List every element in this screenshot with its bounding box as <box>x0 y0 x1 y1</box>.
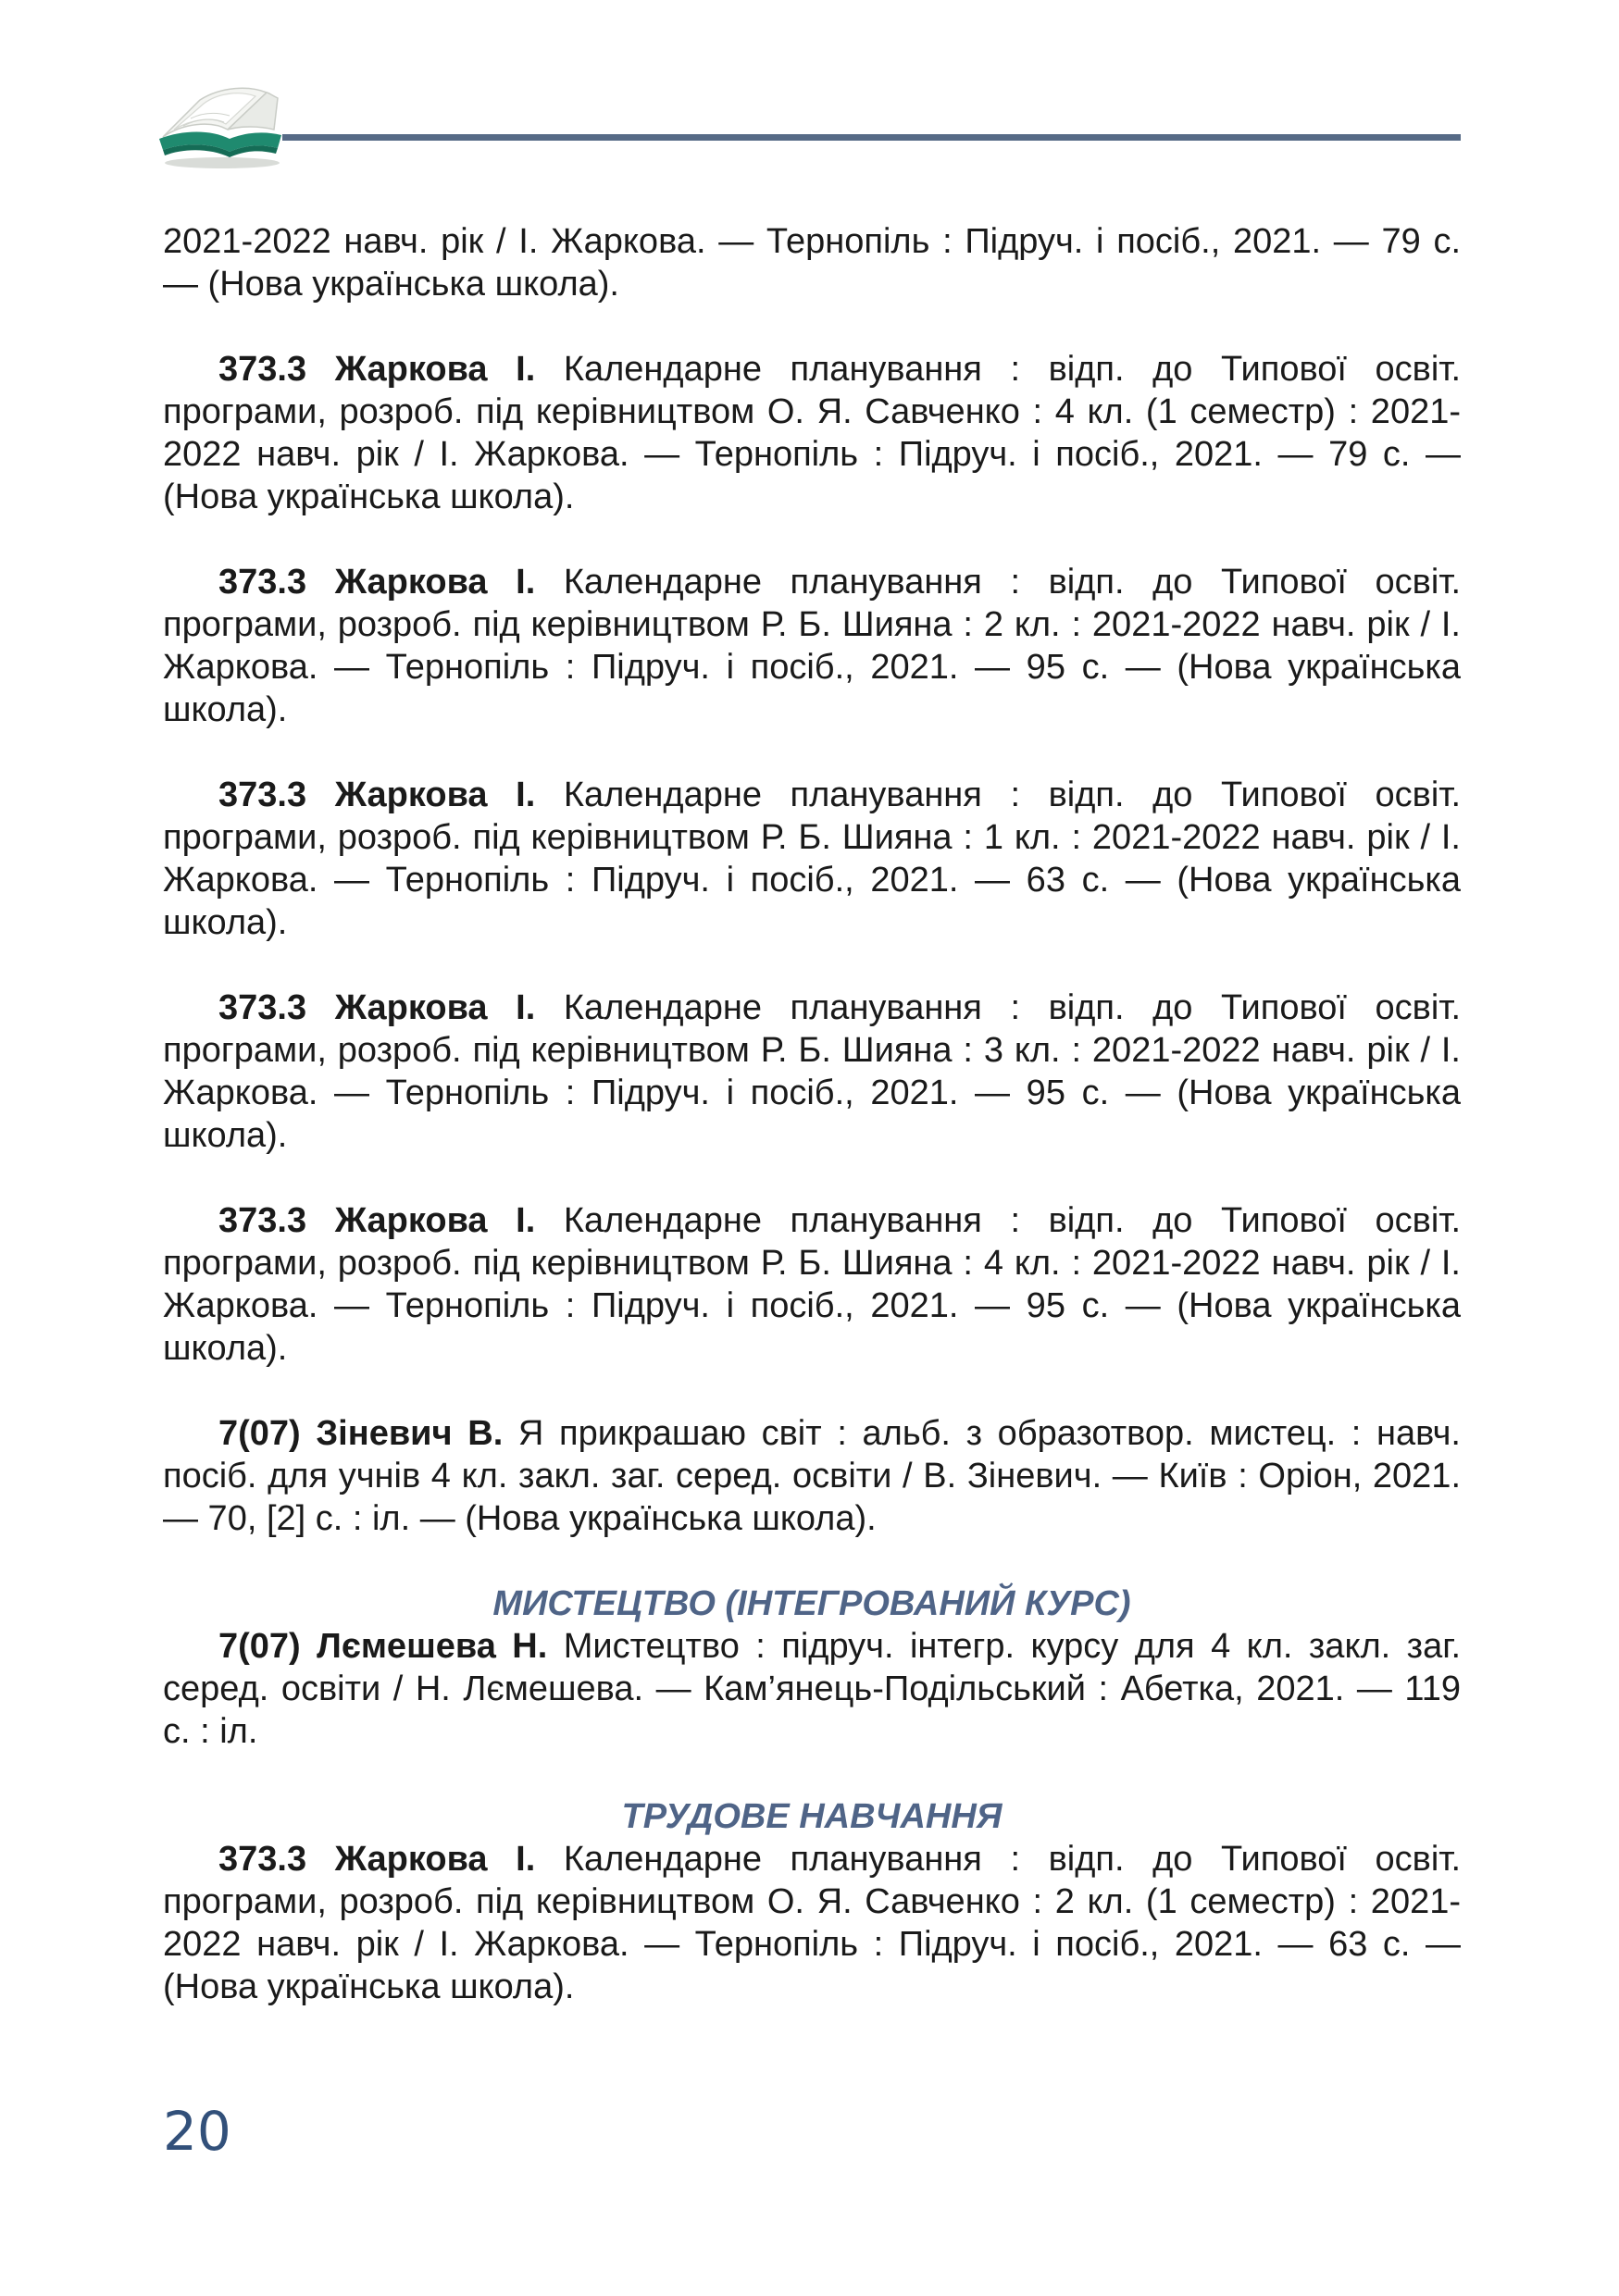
open-book-icon <box>156 72 285 174</box>
entry-text: Календарне планування : відп. до Типової освіт. програми, розроб. під керівництвом О. Я. Савченко : 2 кл. (1 семестр) : 2021-2022 навч. рік / І. Жаркова. — Тернопіль : Підруч. і посіб., 2021. — 63 с. — (Нова українська школа). <box>163 1840 1462 2006</box>
entry-text: Календарне планування : відп. до Типової освіт. програми, розроб. під керівництвом Р. Б. Шияна : 3 кл. : 2021-2022 навч. рік / І. Жаркова. — Тернопіль : Підруч. і посіб., 2021. — 95 с. — (Нова українська школа). <box>163 988 1462 1155</box>
entry-author: Жаркова І. <box>334 1201 536 1240</box>
entry-text: Я прикрашаю світ : альб. з образотвор. мистец. : навч. посіб. для учнів 4 кл. закл. заг. серед. освіти / В. Зіневич. — Київ : Оріон, 2021. — 70, [2] с. : іл. — (Нова українська школа). <box>163 1414 1461 1538</box>
entry-text: Календарне планування : відп. до Типової освіт. програми, розроб. під керівництвом Р. Б. Шияна : 4 кл. : 2021-2022 навч. рік / І. Жаркова. — Тернопіль : Підруч. і посіб., 2021. — 95 с. — (Нова українська школа). <box>163 1201 1462 1368</box>
entry-code: 7(07) <box>218 1627 301 1666</box>
entry-continuation <box>163 220 1461 305</box>
bibliography-entry <box>163 1838 1461 2008</box>
entry-author: Жаркова І. <box>334 563 536 602</box>
entry-code: 373.3 <box>218 988 307 1027</box>
bibliography-entry <box>163 774 1461 944</box>
entry-code: 7(07) <box>218 1414 301 1453</box>
entry-text: 2021-2022 навч. рік / І. Жаркова. — Тернопіль : Підруч. і посіб., 2021. — 79 с. — (Нова українська школа). <box>163 222 1461 304</box>
entry-author: Жаркова І. <box>334 988 536 1027</box>
bibliography-entry <box>163 1199 1461 1370</box>
bibliography-entry <box>163 348 1461 518</box>
entry-text: Мистецтво : підруч. інтегр. курсу для 4 кл. закл. заг. серед. освіти / Н. Лємешева. — Кам’янець-Подільський : Абетка, 2021. — 119 с. : іл. <box>163 1627 1462 1751</box>
page-number: 20 <box>163 2100 231 2163</box>
bibliography-entry <box>163 561 1461 731</box>
section-heading-art: МИСТЕЦТВО (ІНТЕГРОВАНИЙ КУРС) <box>492 1584 1131 1623</box>
entry-text: Календарне планування : відп. до Типової освіт. програми, розроб. під керівництвом О. Я. Савченко : 4 кл. (1 семестр) : 2021-2022 навч. рік / І. Жаркова. — Тернопіль : Підруч. і посіб., 2021. — 79 с. — (Нова українська школа). <box>163 350 1462 516</box>
section-heading-labor: ТРУДОВЕ НАВЧАННЯ <box>621 1797 1003 1836</box>
bibliography-list <box>163 220 1461 2051</box>
entry-author: Жаркова І. <box>334 350 536 389</box>
entry-code: 373.3 <box>218 1840 307 1879</box>
entry-author: Жаркова І. <box>334 1840 536 1879</box>
entry-text: Календарне планування : відп. до Типової освіт. програми, розроб. під керівництвом Р. Б. Шияна : 2 кл. : 2021-2022 навч. рік / І. Жаркова. — Тернопіль : Підруч. і посіб., 2021. — 95 с. — (Нова українська школа). <box>163 563 1462 729</box>
entry-author: Лємешева Н. <box>317 1627 548 1666</box>
entry-code: 373.3 <box>218 1201 307 1240</box>
entry-code: 373.3 <box>218 350 307 389</box>
header-rule <box>282 134 1461 141</box>
entry-author: Зіневич В. <box>316 1414 504 1453</box>
entry-code: 373.3 <box>218 563 307 602</box>
bibliography-entry <box>163 1412 1461 1540</box>
entry-code: 373.3 <box>218 776 307 814</box>
bibliography-entry <box>163 1625 1461 1753</box>
bibliography-entry <box>163 987 1461 1157</box>
entry-text: Календарне планування : відп. до Типової освіт. програми, розроб. під керівництвом Р. Б. Шияна : 1 кл. : 2021-2022 навч. рік / І. Жаркова. — Тернопіль : Підруч. і посіб., 2021. — 63 с. — (Нова українська школа). <box>163 776 1462 942</box>
entry-author: Жаркова І. <box>334 776 536 814</box>
